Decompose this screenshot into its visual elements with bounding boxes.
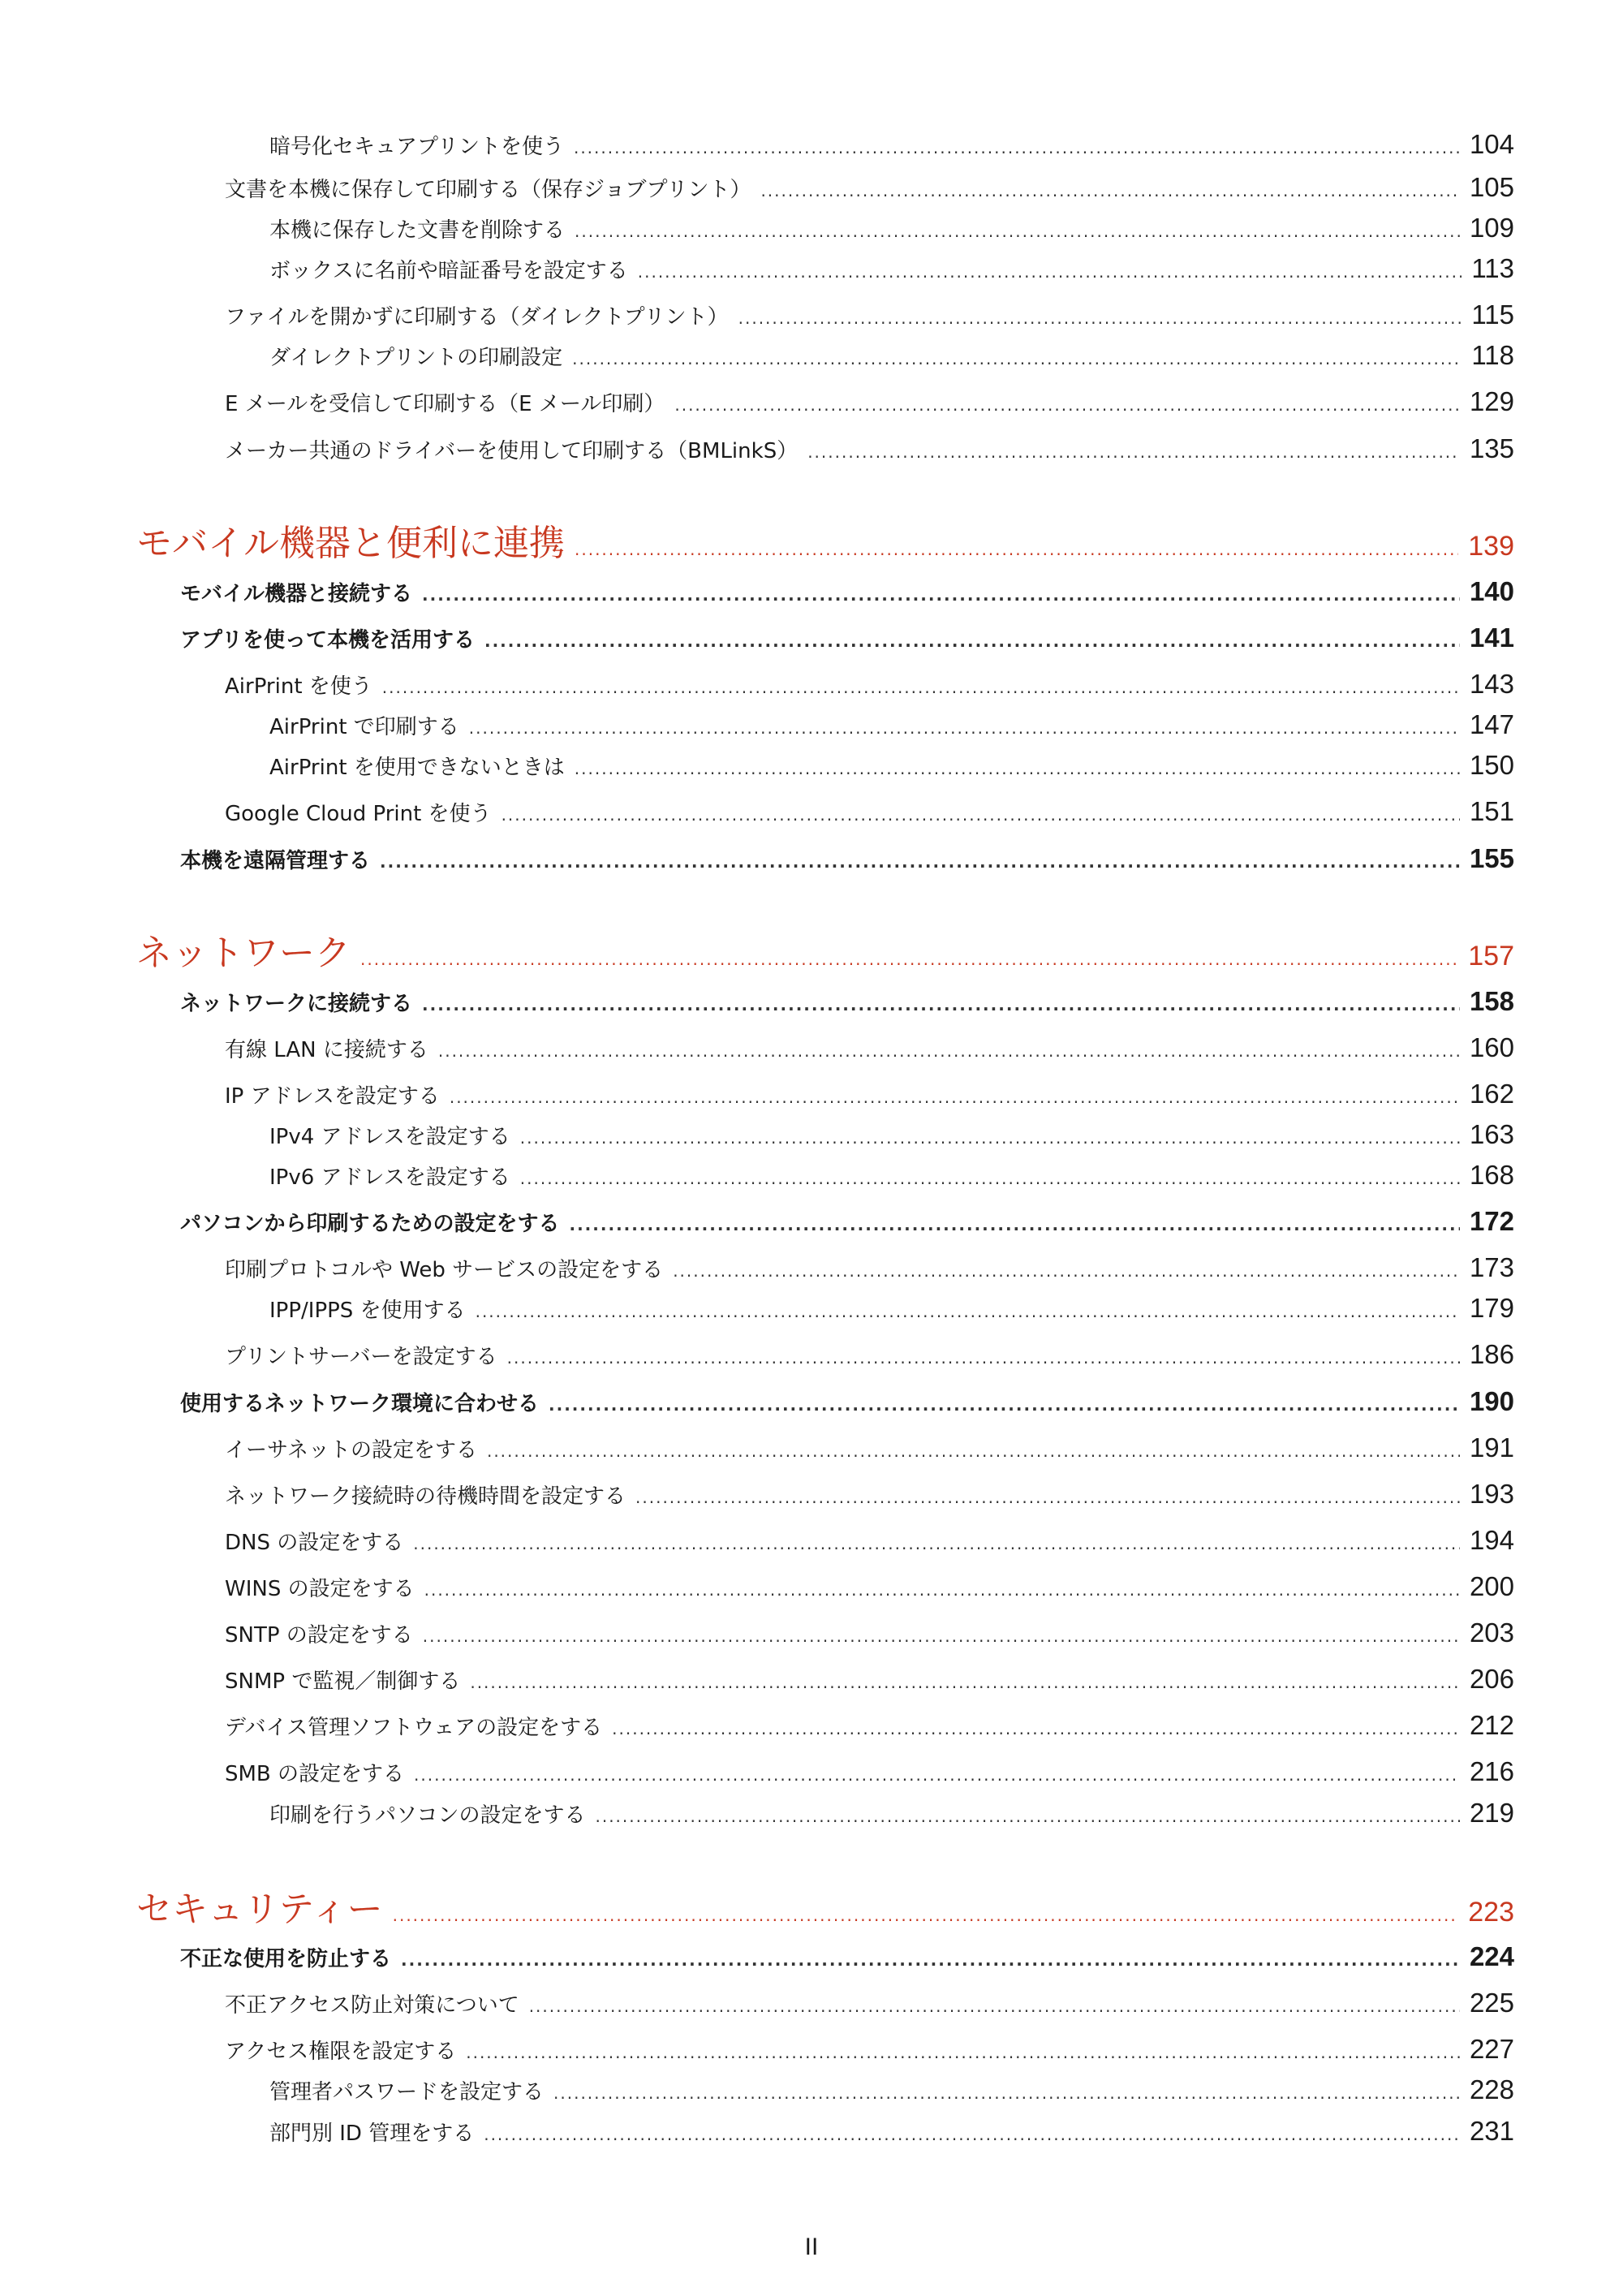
toc-entry[interactable] [225, 1618, 1514, 1648]
toc-entry[interactable] [269, 2074, 1514, 2105]
toc-entry-page: 227 [1469, 2034, 1514, 2064]
toc-entry-title: 不正アクセス防止対策について [225, 1993, 519, 2018]
toc-leader-dots [502, 805, 1460, 825]
toc-entry[interactable] [225, 796, 1514, 827]
toc-entry-title: SNMP で監視／制御する [225, 1669, 461, 1694]
toc-entry[interactable] [180, 622, 1514, 653]
toc-entry-title: モバイル機器と接続する [180, 582, 413, 606]
toc-leader-dots [674, 395, 1460, 415]
toc-entry-title: デバイス管理ソフトウェアの設定をする [225, 1716, 603, 1740]
toc-entry[interactable] [269, 340, 1514, 371]
toc-entry[interactable] [225, 1710, 1514, 1741]
toc-leader-dots [575, 759, 1460, 778]
toc-entry[interactable] [225, 669, 1514, 700]
toc-entry-title: SMB の設定をする [225, 1762, 405, 1786]
toc-leader-dots [529, 1997, 1460, 2016]
toc-chapter[interactable] [136, 924, 1514, 976]
toc-entry[interactable] [225, 386, 1514, 417]
toc-chapter[interactable] [136, 514, 1514, 566]
toc-entry-page: 151 [1469, 796, 1514, 826]
toc-entry[interactable] [269, 1119, 1514, 1150]
toc-chapter[interactable] [136, 1880, 1514, 1932]
toc-entry[interactable] [269, 253, 1514, 284]
toc-entry[interactable] [225, 1756, 1514, 1787]
toc-entry[interactable] [225, 1988, 1514, 2018]
toc-entry-title: 使用するネットワーク環境に合わせる [180, 1392, 540, 1416]
toc-entry-page: 219 [1469, 1798, 1514, 1828]
toc-leader-dots [484, 2125, 1460, 2144]
toc-entry-page: 190 [1469, 1386, 1514, 1416]
toc-entry-title: AirPrint で印刷する [269, 715, 459, 739]
toc-leader-dots [807, 442, 1460, 462]
toc-entry-title: モバイル機器と便利に連携 [136, 523, 565, 564]
toc-entry-title: AirPrint を使う [225, 674, 372, 699]
toc-entry-page: 172 [1469, 1206, 1514, 1236]
toc-entry[interactable] [225, 1432, 1514, 1463]
toc-entry-title: IPv6 アドレスを設定する [269, 1165, 510, 1190]
toc-entry-title: プリントサーバーを設定する [225, 1345, 497, 1369]
toc-entry-title: IPP/IPPS を使用する [269, 1299, 466, 1323]
toc-entry-title: セキュリティー [136, 1889, 383, 1930]
toc-entry-page: 143 [1469, 669, 1514, 699]
toc-entry[interactable] [225, 1032, 1514, 1063]
toc-entry[interactable] [269, 1160, 1514, 1191]
toc-entry-page: 225 [1469, 1988, 1514, 2018]
toc-entry-page: 115 [1471, 299, 1514, 330]
toc-entry[interactable] [269, 709, 1514, 740]
toc-entry[interactable] [225, 1339, 1514, 1370]
toc-entry[interactable] [180, 986, 1514, 1017]
toc-entry-title: ファイルを開かずに印刷する（ダイレクトプリント） [225, 305, 729, 330]
toc-entry-page: 147 [1469, 709, 1514, 739]
toc-entry-title: IPv4 アドレスを設定する [269, 1125, 510, 1149]
toc-leader-dots [393, 1906, 1459, 1925]
toc-entry-page: 163 [1469, 1119, 1514, 1149]
toc-entry-page: 193 [1469, 1479, 1514, 1509]
toc-leader-dots [469, 718, 1460, 738]
toc-entry[interactable] [180, 576, 1514, 607]
toc-entry-page: 109 [1469, 213, 1514, 243]
toc-leader-dots [487, 1441, 1460, 1461]
toc-entry-page: 231 [1469, 2116, 1514, 2146]
toc-leader-dots [760, 181, 1459, 200]
toc-leader-dots [450, 1088, 1460, 1107]
toc-entry-title: 印刷プロトコルや Web サービスの設定をする [225, 1258, 664, 1282]
toc-leader-dots [476, 1302, 1460, 1321]
toc-entry-title: 管理者パスワードを設定する [269, 2080, 545, 2104]
toc-entry[interactable] [180, 1386, 1514, 1417]
toc-entry-title: IP アドレスを設定する [225, 1084, 440, 1109]
toc-entry-page: 194 [1469, 1525, 1514, 1555]
toc-entry[interactable] [225, 433, 1514, 464]
toc-entry-title: 部門別 ID 管理をする [269, 2122, 475, 2146]
toc-leader-dots [466, 2043, 1460, 2062]
toc-leader-dots [470, 1673, 1460, 1692]
toc-entry-page: 129 [1469, 386, 1514, 416]
toc-entry-page: 139 [1468, 531, 1514, 562]
toc-entry-title: AirPrint を使用できないときは [269, 756, 565, 780]
toc-entry[interactable] [180, 843, 1514, 874]
toc-leader-dots [382, 678, 1460, 697]
toc-entry-title: イーサネットの設定をする [225, 1438, 477, 1462]
toc-leader-dots [638, 262, 1462, 282]
toc-leader-dots [569, 1215, 1459, 1234]
toc-entry-title: Google Cloud Print を使う [225, 802, 492, 826]
toc-leader-dots [595, 1807, 1459, 1826]
toc-leader-dots [380, 852, 1460, 872]
toc-entry-page: 203 [1469, 1618, 1514, 1648]
toc-entry-page: 206 [1469, 1664, 1514, 1694]
toc-entry-title: ダイレクトプリントの印刷設定 [269, 346, 563, 370]
toc-entry-title: ボックスに名前や暗証番号を設定する [269, 259, 628, 283]
toc-entry-page: 150 [1469, 750, 1514, 780]
toc-entry-page: 179 [1469, 1293, 1514, 1323]
toc-entry[interactable] [225, 2034, 1514, 2065]
toc-entry-page: 140 [1469, 576, 1514, 606]
toc-leader-dots [574, 138, 1460, 157]
toc-entry[interactable] [180, 1941, 1514, 1972]
toc-entry[interactable] [225, 172, 1514, 203]
toc-entry[interactable] [269, 1293, 1514, 1324]
toc-entry-title: 文書を本機に保存して印刷する（保存ジョブプリント） [225, 178, 751, 202]
toc-leader-dots [423, 1626, 1460, 1646]
toc-entry[interactable] [225, 1525, 1514, 1556]
toc-leader-dots [422, 585, 1460, 605]
toc-entry-page: 158 [1469, 986, 1514, 1016]
toc-leader-dots [424, 1580, 1460, 1600]
toc-entry-title: ネットワークに接続する [180, 992, 413, 1016]
toc-entry-title: ネットワーク [136, 933, 351, 974]
toc-leader-dots [360, 950, 1458, 969]
toc-leader-dots [575, 540, 1458, 559]
toc-entry[interactable] [269, 1798, 1514, 1829]
toc-entry-title: パソコンから印刷するための設定をする [180, 1212, 560, 1236]
toc-entry-title: 本機を遠隔管理する [180, 849, 371, 873]
toc-entry-title: アクセス権限を設定する [225, 2040, 457, 2064]
toc-entry-page: 160 [1469, 1032, 1514, 1062]
toc-entry-page: 141 [1469, 622, 1514, 653]
toc-entry-page: 228 [1469, 2074, 1514, 2104]
toc-leader-dots [738, 308, 1462, 328]
toc-entry-page: 223 [1468, 1897, 1514, 1928]
toc-leader-dots [673, 1261, 1460, 1281]
toc-entry-page: 200 [1469, 1571, 1514, 1601]
toc-entry-page: 212 [1469, 1710, 1514, 1740]
toc-leader-dots [572, 349, 1462, 368]
toc-entry[interactable] [225, 1079, 1514, 1109]
toc-entry-title: 不正な使用を防止する [180, 1947, 392, 1971]
toc-leader-dots [549, 1395, 1460, 1415]
toc-entry-page: 155 [1469, 843, 1514, 873]
toc-entry-title: ネットワーク接続時の待機時間を設定する [225, 1484, 626, 1509]
toc-entry-title: アプリを使って本機を活用する [180, 628, 475, 653]
toc-entry-title: E メールを受信して印刷する（E メール印刷） [225, 392, 665, 416]
toc-entry[interactable] [269, 750, 1514, 781]
toc-entry-page: 168 [1469, 1160, 1514, 1190]
toc-entry-title: メーカー共通のドライバーを使用して印刷する（BMLinkS） [225, 439, 799, 463]
toc-entry[interactable] [269, 2116, 1514, 2147]
toc-leader-dots [553, 2083, 1460, 2103]
toc-entry-page: 157 [1468, 941, 1514, 971]
toc-leader-dots [484, 631, 1460, 651]
toc-leader-dots [575, 222, 1460, 241]
toc-entry-title: 暗号化セキュアプリントを使う [269, 135, 564, 159]
toc-entry-page: 224 [1469, 1941, 1514, 1971]
toc-entry-page: 186 [1469, 1339, 1514, 1369]
toc-entry-page: 104 [1469, 129, 1514, 159]
toc-entry[interactable] [269, 129, 1514, 160]
toc-leader-dots [438, 1041, 1460, 1061]
toc-entry-page: 118 [1471, 340, 1514, 370]
toc-entry[interactable] [225, 1252, 1514, 1283]
toc-leader-dots [612, 1719, 1460, 1738]
toc-leader-dots [414, 1765, 1460, 1785]
toc-entry-page: 105 [1469, 172, 1514, 202]
toc-entry-page: 135 [1469, 433, 1514, 463]
toc-entry-page: 216 [1469, 1756, 1514, 1786]
toc-leader-dots [413, 1534, 1460, 1553]
toc-entry-title: 有線 LAN に接続する [225, 1038, 428, 1062]
toc-entry[interactable] [180, 1206, 1514, 1237]
toc-entry-page: 162 [1469, 1079, 1514, 1109]
toc-entry[interactable] [269, 213, 1514, 243]
toc-entry-title: 印刷を行うパソコンの設定をする [269, 1803, 586, 1828]
toc-entry-page: 191 [1469, 1432, 1514, 1462]
toc-entry[interactable] [225, 1571, 1514, 1602]
toc-entry-page: 173 [1469, 1252, 1514, 1282]
toc-entry[interactable] [225, 299, 1514, 330]
toc-leader-dots [422, 995, 1460, 1014]
toc-leader-dots [520, 1128, 1460, 1148]
toc-entry-title: SNTP の設定をする [225, 1623, 413, 1648]
toc-leader-dots [520, 1169, 1460, 1188]
toc-entry-title: WINS の設定をする [225, 1577, 415, 1601]
toc-leader-dots [507, 1348, 1460, 1368]
toc-entry[interactable] [225, 1479, 1514, 1510]
toc-entry-title: DNS の設定をする [225, 1531, 404, 1555]
page-number: II [804, 2234, 819, 2260]
toc-entry-page: 113 [1471, 253, 1514, 283]
toc-leader-dots [635, 1488, 1460, 1507]
toc-entry-title: 本機に保存した文書を削除する [269, 218, 566, 243]
toc-leader-dots [401, 1950, 1460, 1970]
toc-entry[interactable] [225, 1664, 1514, 1695]
